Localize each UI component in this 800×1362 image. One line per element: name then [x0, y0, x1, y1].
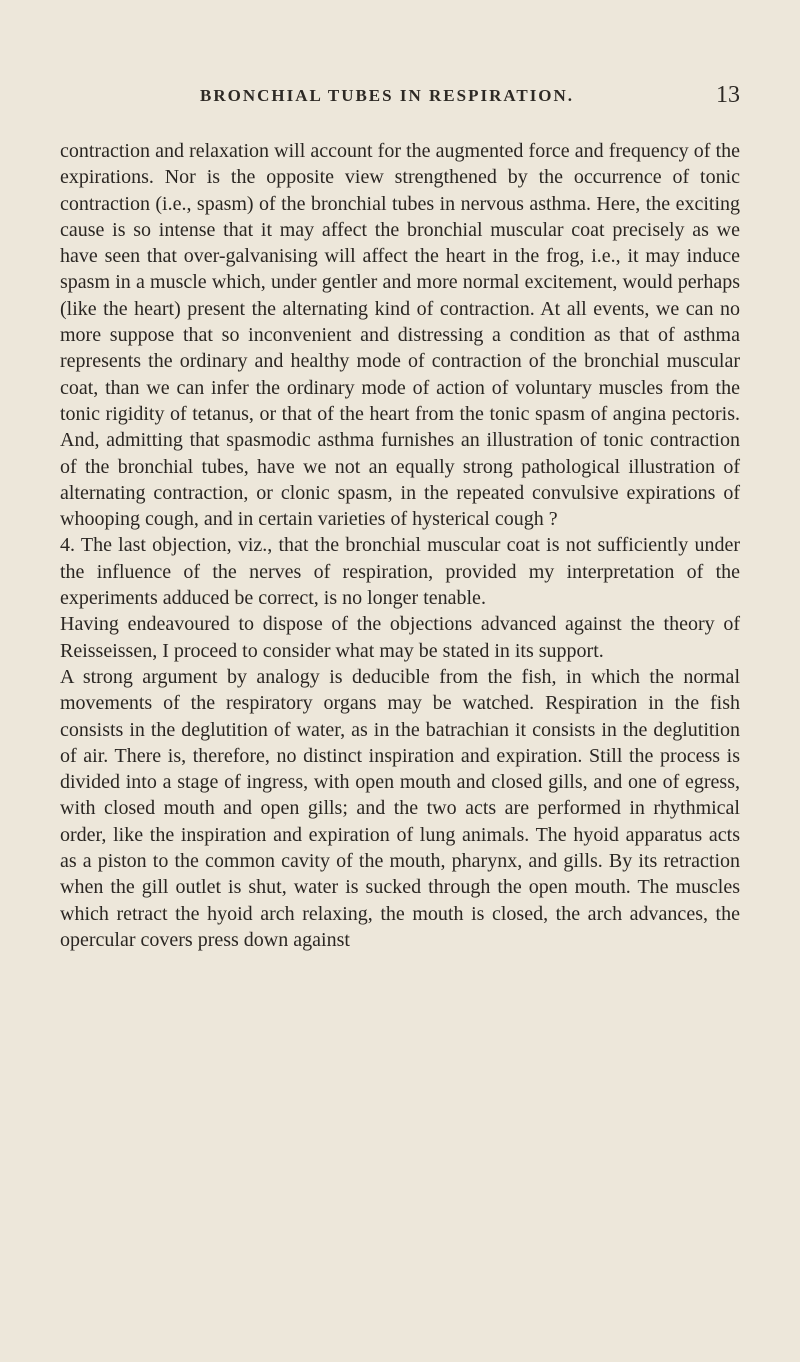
body-text	[60, 138, 740, 953]
paragraph-2: 4. The last objection, viz., that the bronchial muscular coat is not sufficiently under the influence of the nerves of respiration, provided my interpretation of the experiments adduced be correct, is no longer tenable.	[60, 534, 740, 610]
paragraph-4: A strong argument by analogy is deducible from the fish, in which the normal movements of the respiratory organs may be watched. Respiration in the fish consists in the deglutition of water, as in the batrachian it consists in the deglutition of air. There is, therefore, no distinct inspiration and expiration. Still the process is divided into a stage of ingress, with open mouth and closed gills, and one of egress, with closed mouth and open gills; and the two acts are performed in rhythmical order, like the inspiration and expiration of lung animals. The hyoid apparatus acts as a piston to the common cavity of the mouth, pharynx, and gills. By its retraction when the gill outlet is shut, water is sucked through the open mouth. The muscles which retract the hyoid arch relaxing, the mouth is closed, the arch advances, the opercular covers press down against	[60, 665, 740, 951]
running-head-title: BRONCHIAL TUBES IN RESPIRATION.	[200, 86, 575, 105]
running-head	[60, 82, 740, 112]
paragraph-3: Having endeavoured to dispose of the objections advanced against the theory of Reisseissen, I proceed to consider what may be stated in its support.	[60, 613, 740, 662]
paragraph-1: contraction and relaxation will account for the augmented force and frequency of the expirations. Nor is the opposite view strengthened by the occurrence of tonic contraction (i.e., spasm) of the bronchial tubes in nervous asthma. Here, the exciting cause is so intense that it may affect the bronchial muscular coat precisely as we have seen that over-galvanising will affect the heart in the frog, i.e., it may induce spasm in a muscle which, under gentler and more normal excitement, would perhaps (like the heart) present the alternating kind of contraction. At all events, we can no more suppose that so inconvenient and distressing a condition as that of asthma represents the ordinary and healthy mode of contraction of the bronchial muscular coat, than we can infer the ordinary mode of action of voluntary muscles from the tonic rigidity of tetanus, or that of the heart from the tonic spasm of angina pectoris. And, admitting that spasmodic asthma furnishes an illustration of tonic contraction of the bronchial tubes, have we not an equally strong pathological illustration of alternating contraction, or clonic spasm, in the repeated convulsive expirations of whooping cough, and in certain varieties of hysterical cough ?	[60, 140, 740, 531]
page-number: 13	[716, 82, 740, 108]
